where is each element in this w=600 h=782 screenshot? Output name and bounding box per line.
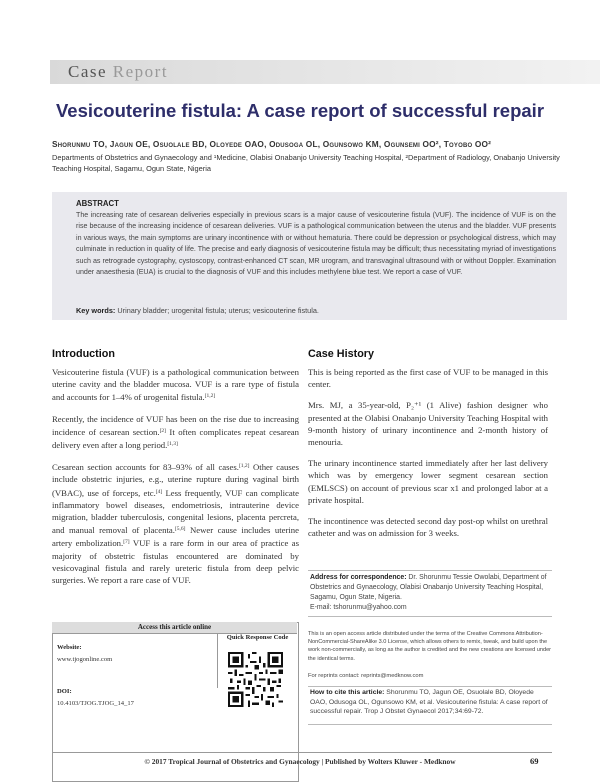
doi-label: DOI: [57, 688, 72, 695]
case-paragraph-3: The urinary incontinence started immediately after her last delivery which was by emergency lower segment cesarean section (EMLSCS) on account of previous scar x1 and prolonged labor at a private hospital. [308, 458, 548, 505]
qr-label: Quick Response Code [226, 634, 289, 641]
page-number: 69 [530, 756, 539, 766]
website-link[interactable]: www.tjogonline.com [57, 656, 113, 663]
section-word-report: Report [112, 62, 169, 81]
keywords-value: Urinary bladder; urogenital fistula; uterus; vesicouterine fistula. [117, 306, 319, 315]
access-title: Access this article online [52, 622, 297, 634]
intro-paragraph-2: Recently, the incidence of VUF has been on the rise due to increasing incidence of cesarean section.[2] It often complicates repeat cesarean delivery even after a long period.[1,3] [52, 413, 300, 451]
abstract-body: The increasing rate of cesarean deliveries especially in previous scars is a major cause of vesicouterine fistula (VUF). The incidence of VUF is on the rise because of the increasing incidence of cesarean deliveries. VUF is a pathological communication between the uterus and the bladder. VUF presents in various ways, the main symptoms are urinary incontinence with or without hematuria. There could be depression or psychological distress, which may culminate in reduction in quality of life. The precise and early diagnosis of vesicouterine fistula may be difficult; thus necessitating myriad of investigations such as retrograde cystography, cystoscopy, contrast-enhanced CT scan, MR urogram, and transvaginal ultrasound with or without Doppler. Examination under anaesthesia (EUA) is crucial to the diagnosis of VUF and this includes methylene blue test. We report a case of VUF. [76, 211, 557, 277]
introduction-heading: Introduction [52, 348, 115, 360]
section-word-case: Case [68, 62, 108, 81]
access-divider [217, 633, 218, 688]
citation-body: Shorunmu TO, Jagun OE, Osuolale BD, Oloyede OAO, Odusoga OL, Ogunsowo KM, et al. Vesicouterine fistula: A case report of successful repair. Trop J Obstet Gynaecol 2017;34:69-72. [310, 689, 548, 715]
keywords [76, 306, 556, 315]
section-tab [50, 60, 600, 84]
abstract-heading: ABSTRACT [76, 199, 119, 208]
intro-paragraph-1: Vesicouterine fistula (VUF) is a pathological communication between uterine cavity and the bladder mucosa. VUF is a rare type of fistula and accounts for 1–4% of urogenital fistula.[1,2] [52, 367, 299, 403]
affiliation: Departments of Obstetrics and Gynaecology and ¹Medicine, Olabisi Onabanjo University Teaching Hospital, ²Department of Radiology, Onabanjo University Teaching Hospital, Sagamu, Ogun State, Nigeria [52, 153, 560, 174]
correspondence-address: Dr. Shorunmu Tessie Owolabi, Department of Obstetrics and Gynaecology, Olabisi Onabanjo University Teaching Hospital, Sagamu, Ogun State, Nigeria. [310, 574, 547, 601]
website-label: Website: [57, 644, 82, 651]
reprints-text: For reprints contact: reprints@medknow.com [308, 673, 424, 679]
qr-code-icon [228, 652, 283, 707]
introduction-text [52, 366, 299, 595]
case-history-text [308, 366, 548, 548]
citation-text [310, 688, 550, 717]
citation-label: How to cite this article: [310, 689, 385, 696]
intro-paragraph-3: Cesarean section accounts for 83–93% of all cases.[1,2] Other causes include obstetric injuries, e.g., uterine rupture during vaginal birth (VBAC), use of forceps, etc.[4] Less frequently, VUF can complicate inflammatory bowel diseases, endometriosis, intrauterine device migration, bladder tuberculosis, congenital lesions, placenta percreta, and manual removal of placenta.[5,6] Newer cause includes uterine artery embolization.[7] VUF is a rare form in our area of practice as majority of obstetric fistulas encountered are dominated by vesicovaginal fistula and rarely ureteric fistula from deep pelvic surgeries. We report a rare case of VUF. [52, 462, 299, 586]
author-list: Shorunmu TO, Jagun OE, Osuolale BD, Oloyede OAO, Odusoga OL, Ogunsowo KM, Ogunsemi OO², Toyobo OO² [52, 139, 492, 149]
correspondence-label: Address for correspondence: [310, 574, 407, 581]
footer-divider [52, 752, 552, 753]
case-paragraph-2: Mrs. MJ, a 35-year-old, P₂⁺¹ (1 Alive) fashion designer who presented at the Olabisi Onabanjo University Teaching Hospital with 9-month history of urinary incontinence and 2-month history of menouria. [308, 400, 548, 448]
case-history-heading: Case History [308, 348, 375, 360]
keywords-label: Key words: [76, 306, 116, 315]
footer-text: © 2017 Tropical Journal of Obstetrics and Gynaecology | Published by Wolters Kluwer - Medknow [144, 757, 456, 766]
case-paragraph-4: The incontinence was detected second day post-op whilst on urethral catheter and was on admission for 3 weeks. [308, 516, 548, 539]
doi-value: 10.4103/TJOG.TJOG_14_17 [57, 700, 134, 707]
license-text: This is an open access article distributed under the terms of the Creative Commons Attribution-NonCommercial-ShareAlike 3.0 License, which allows others to remix, tweak, and build upon the work non-commercially, as long as the author is credited and the new creations are licensed under the identical terms. [308, 631, 552, 662]
article-title: Vesicouterine fistula: A case report of successful repair [55, 100, 545, 121]
correspondence-email[interactable]: E-mail: tshorunmu@yahoo.com [310, 604, 407, 611]
case-paragraph-1: This is being reported as the first case of VUF to be managed in this center. [308, 367, 548, 390]
correspondence-text [310, 573, 550, 613]
